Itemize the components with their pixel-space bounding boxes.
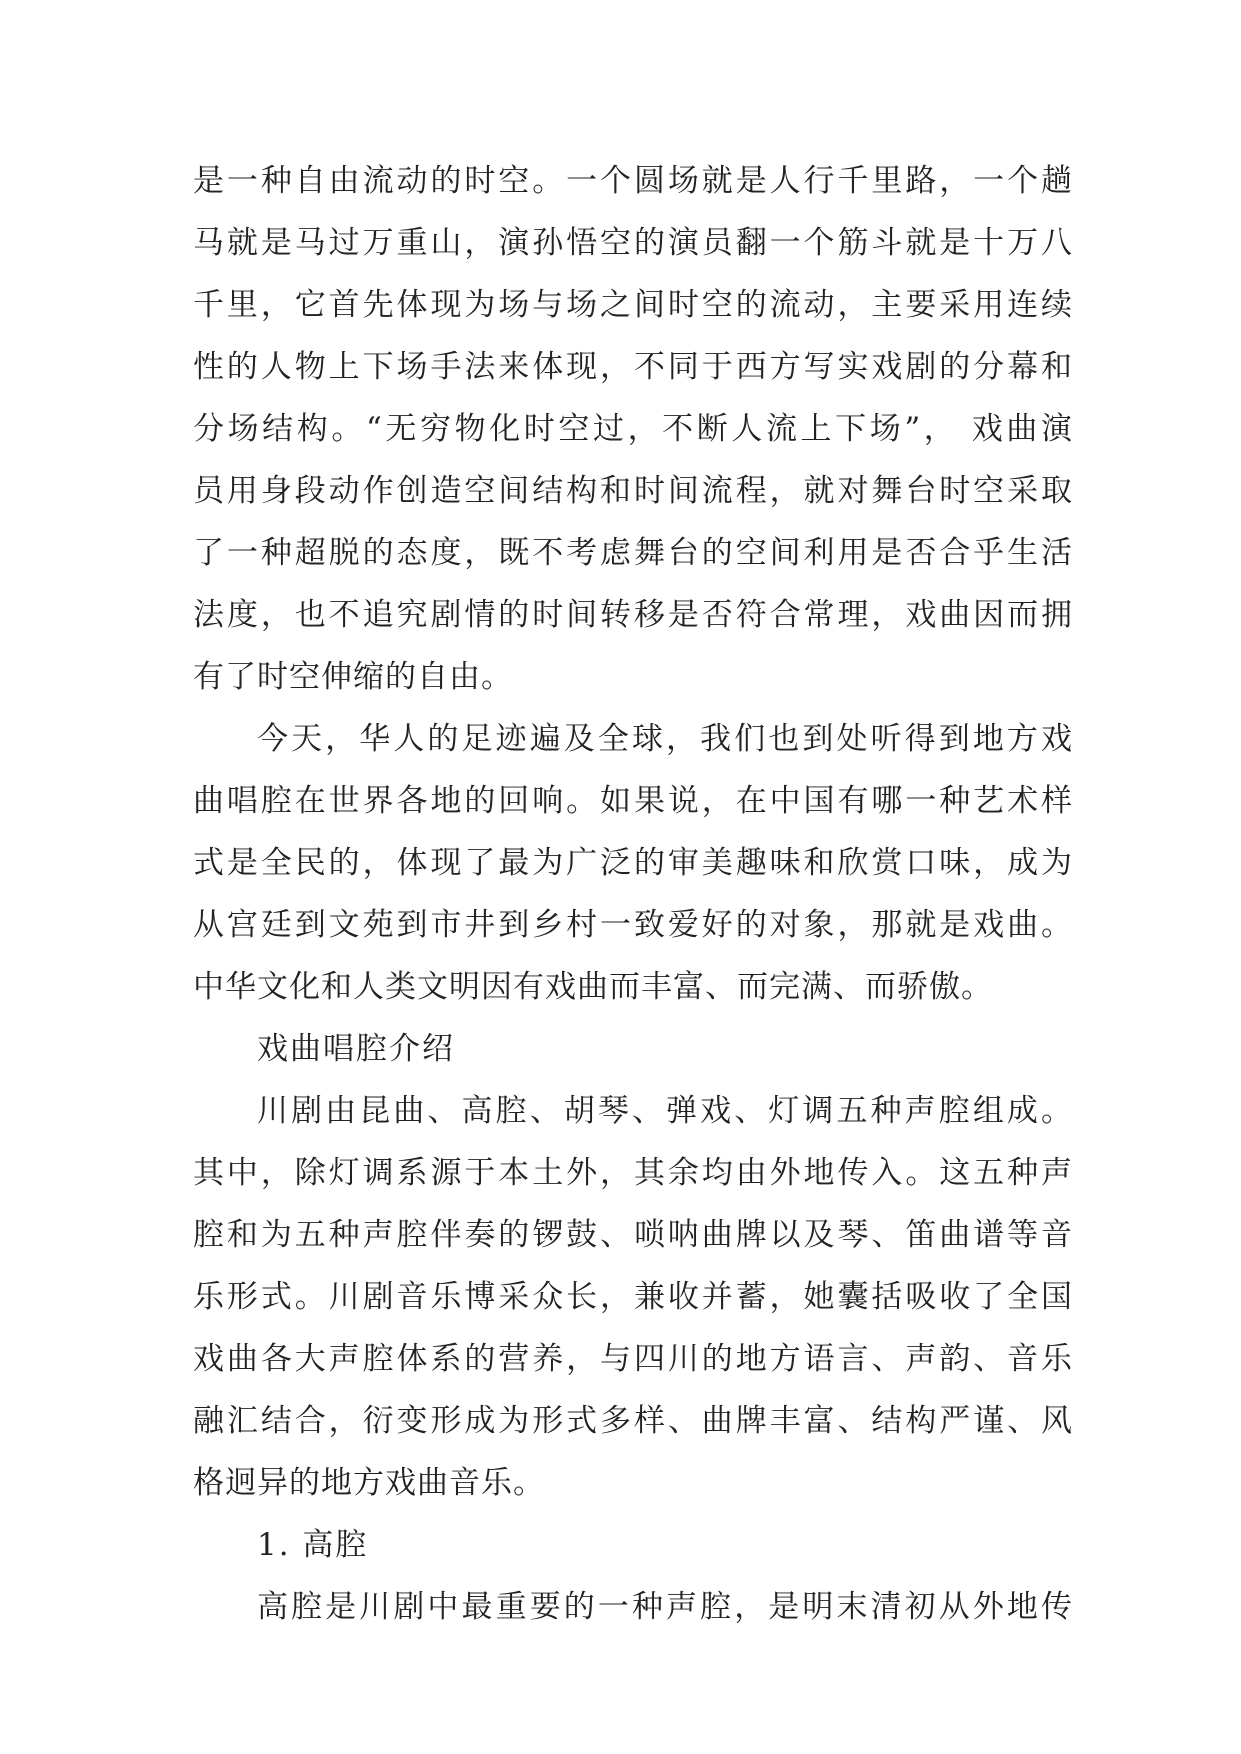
text-line: 有了时空伸缩的自由。 bbox=[193, 659, 513, 695]
text-line: 性的人物上下场手法来体现，不同于西方写实戏剧的分幕和 bbox=[193, 349, 1073, 385]
text-line: 腔和为五种声腔伴奏的锣鼓、唢呐曲牌以及琴、笛曲谱等音 bbox=[193, 1217, 1073, 1253]
text-line: 了一种超脱的态度，既不考虑舞台的空间利用是否合乎生活 bbox=[193, 535, 1073, 571]
section-heading: 戏曲唱腔介绍 bbox=[257, 1031, 455, 1067]
text-line: 分场结构。“无穷物化时空过，不断人流上下场”， 戏曲演 bbox=[193, 411, 1073, 447]
text-line: 是一种自由流动的时空。一个圆场就是人行千里路，一个趟 bbox=[193, 163, 1073, 199]
text-line: 从宫廷到文苑到市井到乡村一致爱好的对象，那就是戏曲。 bbox=[193, 907, 1073, 943]
text-line: 融汇结合，衍变形成为形式多样、曲牌丰富、结构严谨、风 bbox=[193, 1403, 1073, 1439]
text-line: 乐形式。川剧音乐博采众长，兼收并蓄，她囊括吸收了全国 bbox=[193, 1279, 1073, 1315]
text-line: 其中，除灯调系源于本土外，其余均由外地传入。这五种声 bbox=[193, 1155, 1073, 1191]
text-line: 员用身段动作创造空间结构和时间流程，就对舞台时空采取 bbox=[193, 473, 1073, 509]
paragraph-start-line: 高腔是川剧中最重要的一种声腔，是明末清初从外地传 bbox=[257, 1589, 1073, 1625]
text-line: 中华文化和人类文明因有戏曲而丰富、而完满、而骄傲。 bbox=[193, 969, 993, 1005]
text-line: 法度，也不追究剧情的时间转移是否符合常理，戏曲因而拥 bbox=[193, 597, 1073, 633]
text-line: 格迥异的地方戏曲音乐。 bbox=[193, 1465, 545, 1501]
subsection-heading: 1. 高腔 bbox=[257, 1527, 369, 1563]
text-line: 戏曲各大声腔体系的营养，与四川的地方语言、声韵、音乐 bbox=[193, 1341, 1073, 1377]
text-line: 千里，它首先体现为场与场之间时空的流动，主要采用连续 bbox=[193, 287, 1073, 323]
paragraph-start-line: 今天，华人的足迹遍及全球，我们也到处听得到地方戏 bbox=[257, 721, 1073, 757]
paragraph-start-line: 川剧由昆曲、高腔、胡琴、弹戏、灯调五种声腔组成。 bbox=[257, 1093, 1073, 1129]
text-line: 马就是马过万重山，演孙悟空的演员翻一个筋斗就是十万八 bbox=[193, 225, 1073, 261]
text-line: 式是全民的，体现了最为广泛的审美趣味和欣赏口味，成为 bbox=[193, 845, 1073, 881]
text-line: 曲唱腔在世界各地的回响。如果说，在中国有哪一种艺术样 bbox=[193, 783, 1073, 819]
